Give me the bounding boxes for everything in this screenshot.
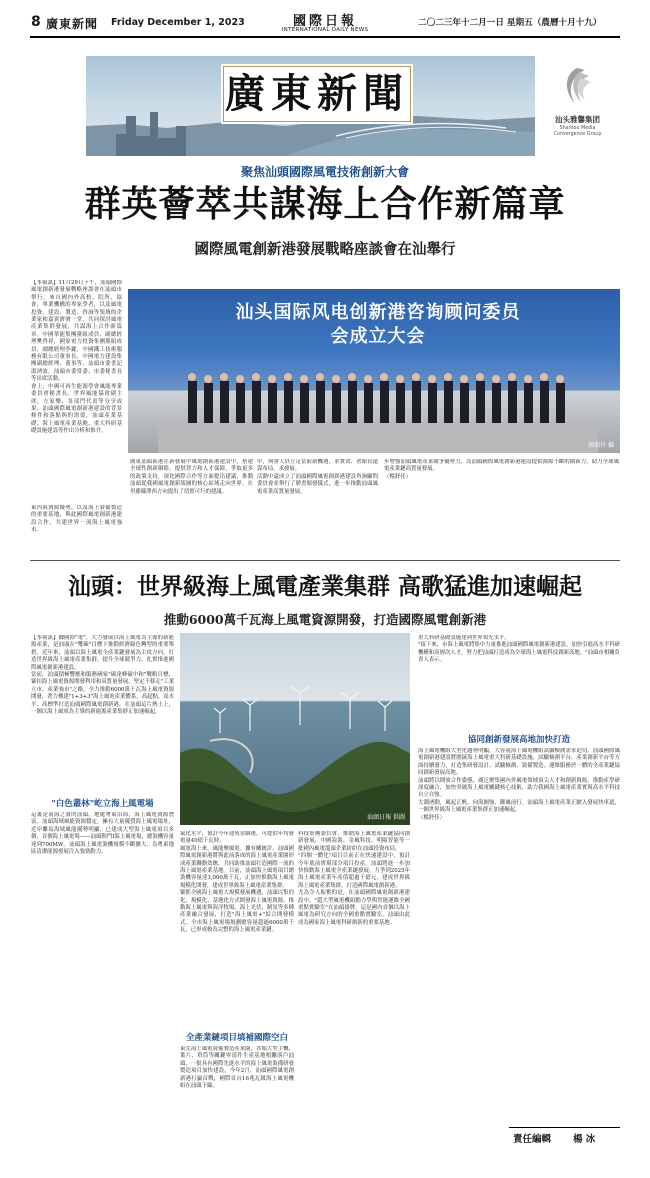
story2-col1: 【本報訊】據國際"電"，大力發展以海上風電為主導的新能源產業，是汕頭在"雙碳"目標下推動經濟綠色轉型的重要舉措。近年來，汕頭以海上風電全產業鏈發展為主攻方向，打造世界級海上風電產業集群，提升全球競爭力，扎實推進國際風電創新港建設。 當前，汕頭積極響應和服務國家"碳達峰碳中和"戰略目標，緊扣海上風電資源開發利用和高質量發展，堅定不移走"工業立市、產業強市"之路，全力推動6000萬千瓦海上風電資源開發，著力構建"1+3+3"海上風電產業體系，高起點、高水平、高標準打造汕頭國際風電創新港，在汕頭這片熱土上，一個以海上風電為主導的新能源產業集群正加速崛起。	[31, 635, 174, 716]
section-name: 廣東新聞	[46, 17, 99, 31]
wind-farm-coast-image	[180, 633, 410, 825]
editor-name: 楊 冰	[573, 1134, 596, 1145]
paper-name-en: INTERNATIONAL DAILY NEWS	[281, 27, 369, 33]
story2-subhead: 推動6000萬千瓦海上風電資源開發，打造國際風電創新港	[163, 612, 487, 627]
header-date-en: Friday December 1, 2023	[111, 17, 245, 28]
story2-col4b: 海上風電機組大型化趨勢明顯，大容量海上風電機組試驗檢測需求迫切。汕頭國際風電創新港建設將圍繞海上風電重大科研基礎設施、試驗檢測平台、產業創新平台等方面持續發力，打造集研發設計、試驗檢測、裝備製造、運維服務於一體的全產業鏈協同創新發展高地。 汕頭將以開放合作姿態，廣泛聚集國內外風電領域頂尖人才和創新資源，推動產學研深度融合，加快突破海上風電關鍵核心技術，助力我國海上風電產業實現高水平科技自立自強。 大潮湧動，風起正帆。向海圖強，御風前行。汕頭海上風電產業正駛入發展快車道，一個世界級海上風電產業集群正加速崛起。 （楊舒佳）	[418, 748, 620, 821]
story1-subhead: 國際風電創新港發展戰略座談會在汕舉行	[194, 241, 456, 258]
story-divider	[30, 560, 620, 561]
banner-title-box	[223, 66, 411, 122]
editor-label: 責任編輯	[513, 1134, 552, 1145]
story2-col2b: 東莞海上風電裝備製造產業園，各類大型主機、葉片、塔筒等關鍵零部件生產基地相繼落戶汕頭，一批具有國際先進水平的海上風電裝備研發製造項目加快建設。今年2月，汕頭國際風電創新港打贏首戰，國際首台16兆瓦級海上風電機組在汕頭下線。	[180, 1046, 294, 1090]
sponsor-logo-icon	[557, 64, 597, 108]
story1-col3: 中，與會人員立足當前新機遇，求實效、著眼長遠謀布局，求發展。 活動中還成立了汕頭國際風電創新港建設咨詢顧問委員會並舉行了聘書頒發儀式，進一步推動汕頭風電產業高質量發展。	[257, 459, 378, 495]
sponsor-name-cn: 汕头雅馨集团	[555, 115, 600, 124]
story1-photo	[128, 289, 620, 453]
sponsor-name-en1: Shantou Media	[559, 126, 596, 131]
sponsor-box	[535, 56, 620, 156]
story2-col1b: 這裏是南海之濱的汕頭。地處粵東沿海，海上風電資源豐富。汕頭海域風能資源穩定，擁有大量優質海上風電場址，近岸離島海域風能優勢明顯，已建成大型海上風電項目多個，首個海上風電場——汕頭勒門I海上風電場，總裝機容量達到700MW。汕頭海上風電裝機規模不斷擴大，為粵東地區清潔能源發展注入強勁動力。	[31, 812, 174, 856]
story2-photo	[180, 633, 410, 825]
photo-banner-text: 汕头国际风电创新港咨询顾问委员会成立大会	[235, 302, 521, 347]
story2-col2: 氣化水平，預計今年建成並網後，可提供年均發電量40億千瓦時。 風電海上來，風能聚風電。據有關統計，汕頭國際風電創新港將與此前落成的海上風電產業園形成產業聯動效應，共同助推汕頭打造國際一流的海上風電產業基地。目前，汕頭海上風電項目總裝機容量達3,000萬千瓦，正加快推動海上風電規模化開發，建成世界級海上風電產業集群。 緊抓全國海上風電大規模發展機遇，汕頭以集約化、規模化、基地化方式開發海上風電資源，推動海上風電與海洋牧場、海上光伏、制氫等多種產業融合發展，打造"海上風電+"綜合開發模式。全市海上風電場規劃總容量超過6000萬千瓦，已形成較為完整的海上風電產業鏈。	[180, 831, 294, 934]
page-number: 8	[31, 14, 41, 30]
story1-kicker: 聚焦汕頭國際風電技術創新大會	[240, 165, 409, 179]
story1-col1b: 東內海資源優勢，以及海上裝備製造的重要基地、與此國際風電創新港建設合作，共建世界一流海上風電強市。	[31, 505, 122, 534]
story1-col2: 廣東汕頭新港在新發展中風電創新港建設中，搭建全球性創新網絡，提供智力和人才保障，爭取更多的政策支持，深化國際合作等方面提出建議，推動汕頭從我國風電創新版圖的核心區域走向世界。在里藤縣澤西方向提出了切實可行的建議。	[130, 459, 253, 495]
story1-photo-credit: 郭韻伶 攝	[588, 442, 614, 449]
sponsor-name-en2: Convergence Group	[553, 132, 602, 137]
header-date-cn: 二〇二三年十二月一日 星期五（農曆十月十九）	[418, 18, 602, 28]
story1-col1: 【本報訊】11月29日下午，汕頭國際風電創新港發展戰略座談會在汕頭市舉行，來自國內外高校、院所、協會、專業機構的專家學者，以及風電投資、建設、製造、咨詢等領域的企業家和嘉賓濟濟一堂，共同探討風電產業集群發展，共謀海上合作新篇章。中國華能集團黨組成員、副總經理樊啓祥，國家電力投資集團黨組成員、副總經理李鍵，中國鐵工技術服務有限公司董事長，中國電力建設集團副總經理、董事等，汕頭市委書記溫湧波，汕頭市委常委、市委秘書長等出席活動。 會上，中國可再生能源學會風能專業委員會秘書長、世界風能協會副主席，左家樂、各部門代表等分享成果。汕頭國際風電創新港建設的背景條件和落點與的需要，汕頭產業基礎、海上風電產業基地、重大科研基礎設施建設等作出分析和推介。	[31, 280, 122, 435]
story2-sub1: "白色叢林"屹立海上風電場	[51, 799, 154, 809]
banner-title: 廣東新聞	[225, 70, 409, 117]
paper-name-cn: 國際日報	[292, 14, 357, 29]
delegates-group-image	[128, 289, 620, 453]
story2-sub2: 全產業鏈項目填補國際空白	[185, 1033, 288, 1043]
story2-sub3: 協同創新發展高地加快打造	[467, 735, 570, 745]
story2-photo-credit: 汕頭日報 供圖	[367, 814, 405, 821]
story2-headline: 汕頭：世界級海上風電產業集群 高歌猛進加速崛起	[67, 573, 582, 600]
story1-headline: 群英薈萃共謀海上合作新篇章	[84, 183, 566, 225]
editor-credit-box	[509, 1127, 620, 1144]
story2-col4: 重大科研基礎設施達到世界領先水平。 "接下來，市海上風電將集中力量推進汕頭國際風電創新港建設，加快引進高水平科研機構和高層次人才，努力把汕頭打造成為全球海上風電科技創新高地。"汕頭市相關負責人表示。	[418, 635, 620, 664]
story2-col3: 科技集團委員會，推動海上風電產業鏈協同創新發展，中國海裝、金風科技、明陽智能等一批國內風電龍頭企業紛紛在汕頭投資布局。 "四個一體化"項目目前正在快速建設中，預計今年底前實現部分項目投產。汕頭將進一步加快推動海上風電全產業鏈發展，力爭到2025年海上風電產業年產值超過千億元，建成世界級海上風電產業集群，打造國際風電創新港。 尤為令人振奮的是，在汕頭國際風電創新港建設中，"超大型風電機組動力學與智能運維全國重點實驗室"在汕頭掛牌，這是國內首個以海上風電為研究方向的全國重點實驗室，汕頭由此成為國家海上風電科研創新的重要基地。	[298, 831, 410, 926]
header-rule	[30, 36, 620, 38]
story1-col4: 步增強汕頭風電產業競爭優勢力，為汕頭國際風電創新港建設提供源源不斷的創新力、助力全球風電產業鏈高質量發展。 （楊舒佳）	[384, 459, 619, 480]
